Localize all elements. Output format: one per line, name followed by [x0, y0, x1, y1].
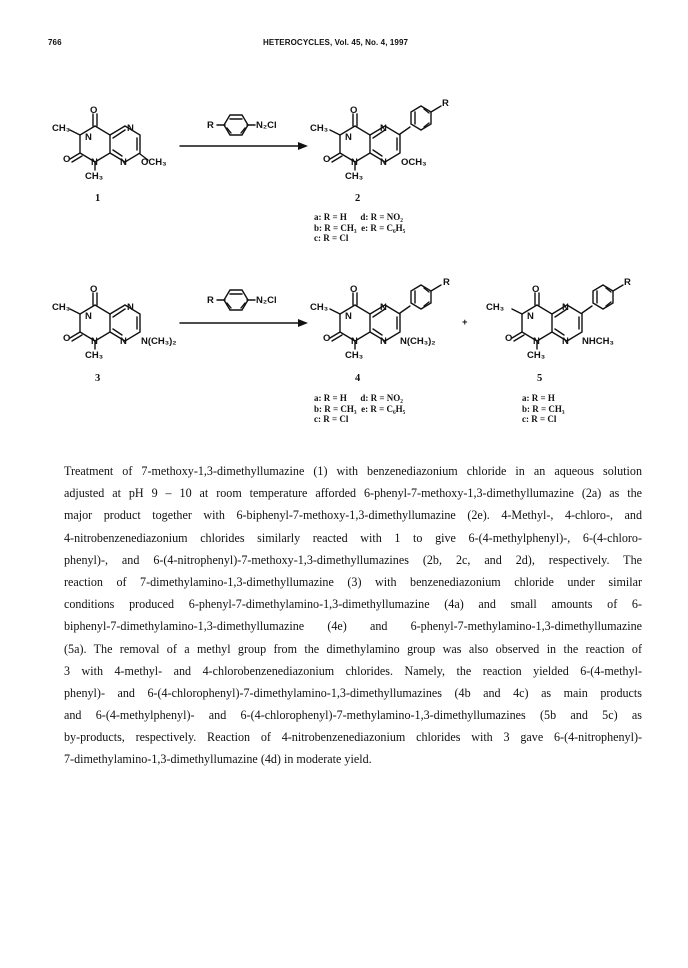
carbonyl-o-label: O	[323, 333, 331, 344]
page-number: 766	[48, 38, 62, 47]
carbonyl-o-label: O	[532, 284, 540, 295]
n1-label: N	[533, 336, 540, 347]
methyl-label: CH₃	[527, 350, 546, 361]
n5-label: N	[127, 302, 134, 313]
n8-label: N	[120, 336, 127, 347]
substituent-line: b: R = CH₃ e: R = C₆H₅	[314, 403, 406, 414]
paragraph-line: conditions produced 6-phenyl-7-dimethylamino-1,3-dimethyllumazine (4a) and small amounts of 6-	[64, 597, 642, 612]
compound-number-4: 4	[355, 373, 361, 384]
methyl-label: CH₃	[52, 302, 71, 313]
paragraph-line: biphenyl-7-dimethylamino-1,3-dimethyllumazine (4e) and 6-phenyl-7-methylamino-1,3-dimethyllumazine	[64, 619, 642, 634]
paragraph-line: 4-nitrobenzenediazonium chlorides similarly reacted with 1 to give 6-(4-methylphenyl)-, 6-(4-chloro-	[64, 530, 642, 545]
carbonyl-o-label: O	[350, 284, 358, 295]
compound-number-5: 5	[537, 373, 543, 384]
paragraph-line: and 6-(4-methylphenyl)- and 6-(4-chlorophenyl)-7-methylamino-1,3-dimethyllumazines (5b and 5c) as	[64, 708, 642, 723]
methyl-label: CH₃	[85, 350, 104, 361]
n8-label: N	[120, 157, 127, 168]
methyl-label: CH₃	[486, 302, 505, 313]
reaction-arrow-icon	[298, 142, 308, 150]
body-paragraph	[64, 460, 642, 771]
methyl-label: CH₃	[310, 302, 329, 313]
substituent-r-label: R	[443, 277, 450, 288]
paragraph-line: major product together with 6-biphenyl-7-methoxy-1,3-dimethyllumazine (2e). 4-Methyl-, 4-chloro-, and	[64, 508, 642, 523]
n5-label: N	[127, 123, 134, 134]
reaction-arrow-icon	[298, 319, 308, 327]
reagent-n2cl-label: N₂Cl	[256, 120, 277, 131]
n8-label: N	[380, 157, 387, 168]
substituent-line: c: R = Cl	[314, 414, 349, 425]
journal-citation: HETEROCYCLES, Vol. 45, No. 4, 1997	[263, 38, 409, 47]
n5-label: N	[380, 123, 387, 134]
paragraph-line: 7-dimethylamino-1,3-dimethyllumazine (4d) in moderate yield.	[64, 752, 372, 767]
substituent-line: a: R = H d: R = NO₂	[314, 393, 403, 403]
n3-label: N	[85, 132, 92, 143]
carbonyl-o-label: O	[63, 333, 71, 344]
carbonyl-o-label: O	[63, 154, 71, 165]
reagent-n2cl-label: N₂Cl	[256, 295, 277, 306]
n3-label: N	[85, 311, 92, 322]
n8-label: N	[562, 336, 569, 347]
carbonyl-o-label: O	[350, 105, 358, 116]
paragraph-line: phenyl)- and 6-(4-chlorophenyl)-7-dimethylamino-1,3-dimethyllumazines (4b and 4c) as main products	[64, 685, 642, 700]
substituent-line: c: R = Cl	[314, 233, 349, 244]
plus-sign: +	[462, 317, 468, 328]
substituent-list-2	[314, 212, 405, 244]
n1-label: N	[351, 336, 358, 347]
n3-label: N	[345, 311, 352, 322]
substituent-list-5	[522, 393, 565, 425]
paragraph-line: adjusted at pH 9 – 10 at room temperature afforded 6-phenyl-7-methoxy-1,3-dimethyllumazine (2a) as the	[64, 486, 642, 501]
methyl-label: CH₃	[310, 123, 329, 134]
paragraph-line: by-products, respectively. Reaction of 4-nitrobenzenediazonium chlorides with 3 gave 6-(4-nitrophenyl)-	[64, 730, 642, 745]
methyl-label: CH₃	[345, 171, 364, 182]
paragraph-line: phenyl)-, and 6-(4-nitrophenyl)-7-methoxy-1,3-dimethyllumazines (2b, 2c, and 2d), respectively. The	[64, 552, 642, 567]
dimethylamino-label: N(CH₃)₂	[141, 336, 177, 347]
methylamino-label: NHCH₃	[582, 336, 614, 347]
substituent-line: b: R = CH₃	[522, 403, 565, 414]
compound-number-3: 3	[95, 373, 101, 384]
methyl-label: CH₃	[345, 350, 364, 361]
substituent-r-label: R	[442, 98, 449, 109]
carbonyl-o-label: O	[90, 284, 98, 295]
paragraph-line: reaction of 7-dimethylamino-1,3-dimethyllumazine (3) with benzenediazonium chloride under similar	[64, 574, 642, 589]
compound-number-2: 2	[355, 193, 361, 204]
compound-number-1: 1	[95, 193, 101, 204]
dimethylamino-label: N(CH₃)₂	[400, 336, 436, 347]
reagent-r-label: R	[207, 295, 214, 306]
paragraph-line: 3 with 4-methyl- and 4-chlorobenzenediazonium chlorides. Namely, the reaction yielded 6-(4-methyl-	[64, 663, 642, 678]
substituent-line: b: R = CH₃ e: R = C₆H₅	[314, 222, 406, 233]
paragraph-line: Treatment of 7-methoxy-1,3-dimethyllumazine (1) with benzenediazonium chloride in an aqueous solution	[64, 464, 642, 478]
n1-label: N	[351, 157, 358, 168]
n3-label: N	[527, 311, 534, 322]
carbonyl-o-label: O	[505, 333, 513, 344]
methoxy-label: OCH₃	[141, 157, 167, 168]
n1-label: N	[91, 157, 98, 168]
substituent-line: a: R = H d: R = NO₂	[314, 212, 403, 222]
carbonyl-o-label: O	[90, 105, 98, 116]
methyl-label: CH₃	[52, 123, 71, 134]
substituent-line: c: R = Cl	[522, 414, 557, 425]
carbonyl-o-label: O	[323, 154, 331, 165]
n3-label: N	[345, 132, 352, 143]
methoxy-label: OCH₃	[401, 157, 427, 168]
reagent-r-label: R	[207, 120, 214, 131]
paragraph-line: (5a). The removal of a methyl group from the dimethylamino group was also observed in the reaction of	[64, 641, 642, 656]
n5-label: N	[562, 302, 569, 313]
n8-label: N	[380, 336, 387, 347]
substituent-list-4	[314, 393, 405, 425]
substituent-r-label: R	[624, 277, 631, 288]
n1-label: N	[91, 336, 98, 347]
methyl-label: CH₃	[85, 171, 104, 182]
substituent-line: a: R = H	[522, 393, 555, 403]
n5-label: N	[380, 302, 387, 313]
